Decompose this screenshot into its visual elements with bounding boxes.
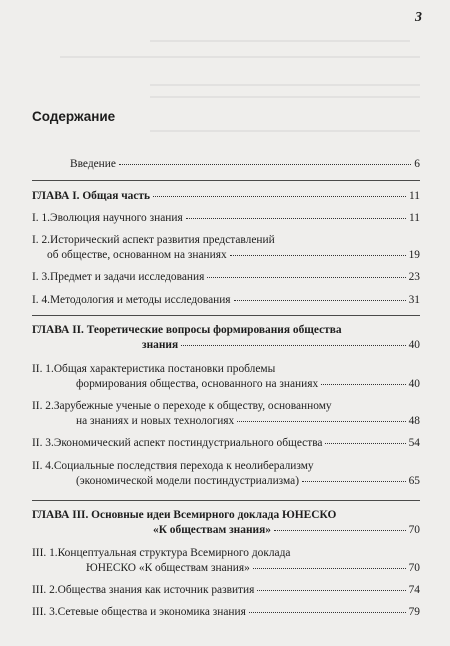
toc-entry[interactable] — [32, 211, 420, 226]
toc-chapter-2[interactable] — [32, 323, 420, 353]
entry-page: 23 — [408, 271, 420, 283]
entry-number: III. 1. — [32, 547, 58, 559]
entry-page: 40 — [408, 339, 420, 351]
chapter-title-line2: «К обществам знания» — [153, 524, 271, 536]
entry-number: I. 4. — [32, 294, 51, 306]
entry-number: II. 4. — [32, 460, 54, 472]
show-through — [150, 96, 420, 98]
toc-entry[interactable] — [32, 459, 420, 489]
leader-dots — [153, 196, 406, 197]
entry-page: 6 — [414, 158, 420, 170]
show-through — [60, 56, 420, 58]
show-through — [150, 130, 420, 132]
entry-label: Сетевые общества и экономика знания — [57, 606, 246, 618]
entry-label: формирования общества, основанного на знаниях — [76, 378, 319, 390]
toc-entry[interactable] — [32, 546, 420, 576]
entry-number: III. 3. — [32, 606, 58, 618]
show-through — [150, 84, 420, 86]
entry-number: I. 2. — [32, 234, 51, 246]
entry-number: II. 2. — [32, 400, 54, 412]
entry-label-line1: Исторический аспект развития представлений — [50, 234, 275, 246]
entry-label: ЮНЕСКО «К обществам знания» — [86, 562, 250, 574]
chapter-title-line2: знания — [142, 339, 179, 351]
toc-entry[interactable] — [32, 436, 420, 451]
entry-label: Методология и методы исследования — [50, 294, 231, 306]
entry-label-line1: Концептуальная структура Всемирного доклада — [57, 547, 291, 559]
entry-label: Общества знания как источник развития — [57, 584, 255, 596]
chapter-divider — [32, 315, 420, 316]
leader-dots — [274, 530, 406, 531]
leader-dots — [119, 164, 411, 165]
entry-label: Предмет и задачи исследования — [50, 271, 205, 283]
entry-number: II. 1. — [32, 363, 54, 375]
toc-entry[interactable] — [32, 605, 420, 620]
entry-number: II. 3. — [32, 437, 54, 449]
chapter-title-line1: ГЛАВА II. Теоретические вопросы формирования общества — [32, 324, 342, 336]
entry-page: 54 — [408, 437, 420, 449]
entry-page: 79 — [408, 606, 420, 618]
leader-dots — [237, 421, 405, 422]
entry-page: 40 — [408, 378, 420, 390]
leader-dots — [234, 300, 406, 301]
show-through — [150, 40, 410, 42]
entry-label-line1: Зарубежные ученые о переходе к обществу, основанному — [53, 400, 332, 412]
toc-entry[interactable] — [32, 270, 420, 285]
page-number: 3 — [415, 10, 422, 25]
entry-number: I. 3. — [32, 271, 51, 283]
toc-entry-intro[interactable] — [70, 157, 420, 172]
entry-label: Эволюция научного знания — [50, 212, 183, 224]
toc-chapter-1[interactable] — [32, 189, 420, 204]
leader-dots — [207, 277, 405, 278]
leader-dots — [253, 568, 406, 569]
entry-page: 31 — [408, 294, 420, 306]
leader-dots — [181, 345, 405, 346]
entry-page: 74 — [408, 584, 420, 596]
toc-entry[interactable] — [32, 399, 420, 429]
entry-label: Введение — [70, 158, 116, 170]
entry-label-line1: Социальные последствия перехода к неолиберализму — [53, 460, 314, 472]
entry-page: 11 — [409, 212, 420, 224]
chapter-divider — [32, 500, 420, 501]
leader-dots — [321, 384, 405, 385]
chapter-title-line1: ГЛАВА III. Основные идеи Всемирного доклада ЮНЕСКО — [32, 509, 337, 521]
entry-page: 48 — [408, 415, 420, 427]
leader-dots — [257, 590, 405, 591]
leader-dots — [325, 443, 405, 444]
entry-page: 70 — [408, 562, 420, 574]
leader-dots — [230, 255, 406, 256]
toc-entry[interactable] — [32, 362, 420, 392]
chapter-divider — [32, 180, 420, 181]
entry-page: 65 — [408, 475, 420, 487]
entry-number: I. 1. — [32, 212, 51, 224]
toc-entry[interactable] — [32, 233, 420, 263]
entry-label: об обществе, основанном на знаниях — [47, 249, 227, 261]
entry-number: III. 2. — [32, 584, 58, 596]
entry-label: Экономический аспект постиндустриального общества — [53, 437, 323, 449]
entry-label: на знаниях и новых технологиях — [76, 415, 235, 427]
toc-entry[interactable] — [32, 293, 420, 308]
entry-page: 19 — [408, 249, 420, 261]
leader-dots — [186, 218, 406, 219]
entry-page: 11 — [409, 190, 420, 202]
chapter-title: ГЛАВА I. Общая часть — [32, 190, 150, 202]
toc-heading: Содержание — [32, 109, 116, 124]
leader-dots — [302, 481, 406, 482]
entry-label-line1: Общая характеристика постановки проблемы — [53, 363, 276, 375]
entry-page: 70 — [408, 524, 420, 536]
entry-label: (экономической модели постиндустриализма) — [76, 475, 299, 487]
toc-entry[interactable] — [32, 583, 420, 598]
leader-dots — [249, 612, 406, 613]
toc-chapter-3[interactable] — [32, 508, 420, 538]
